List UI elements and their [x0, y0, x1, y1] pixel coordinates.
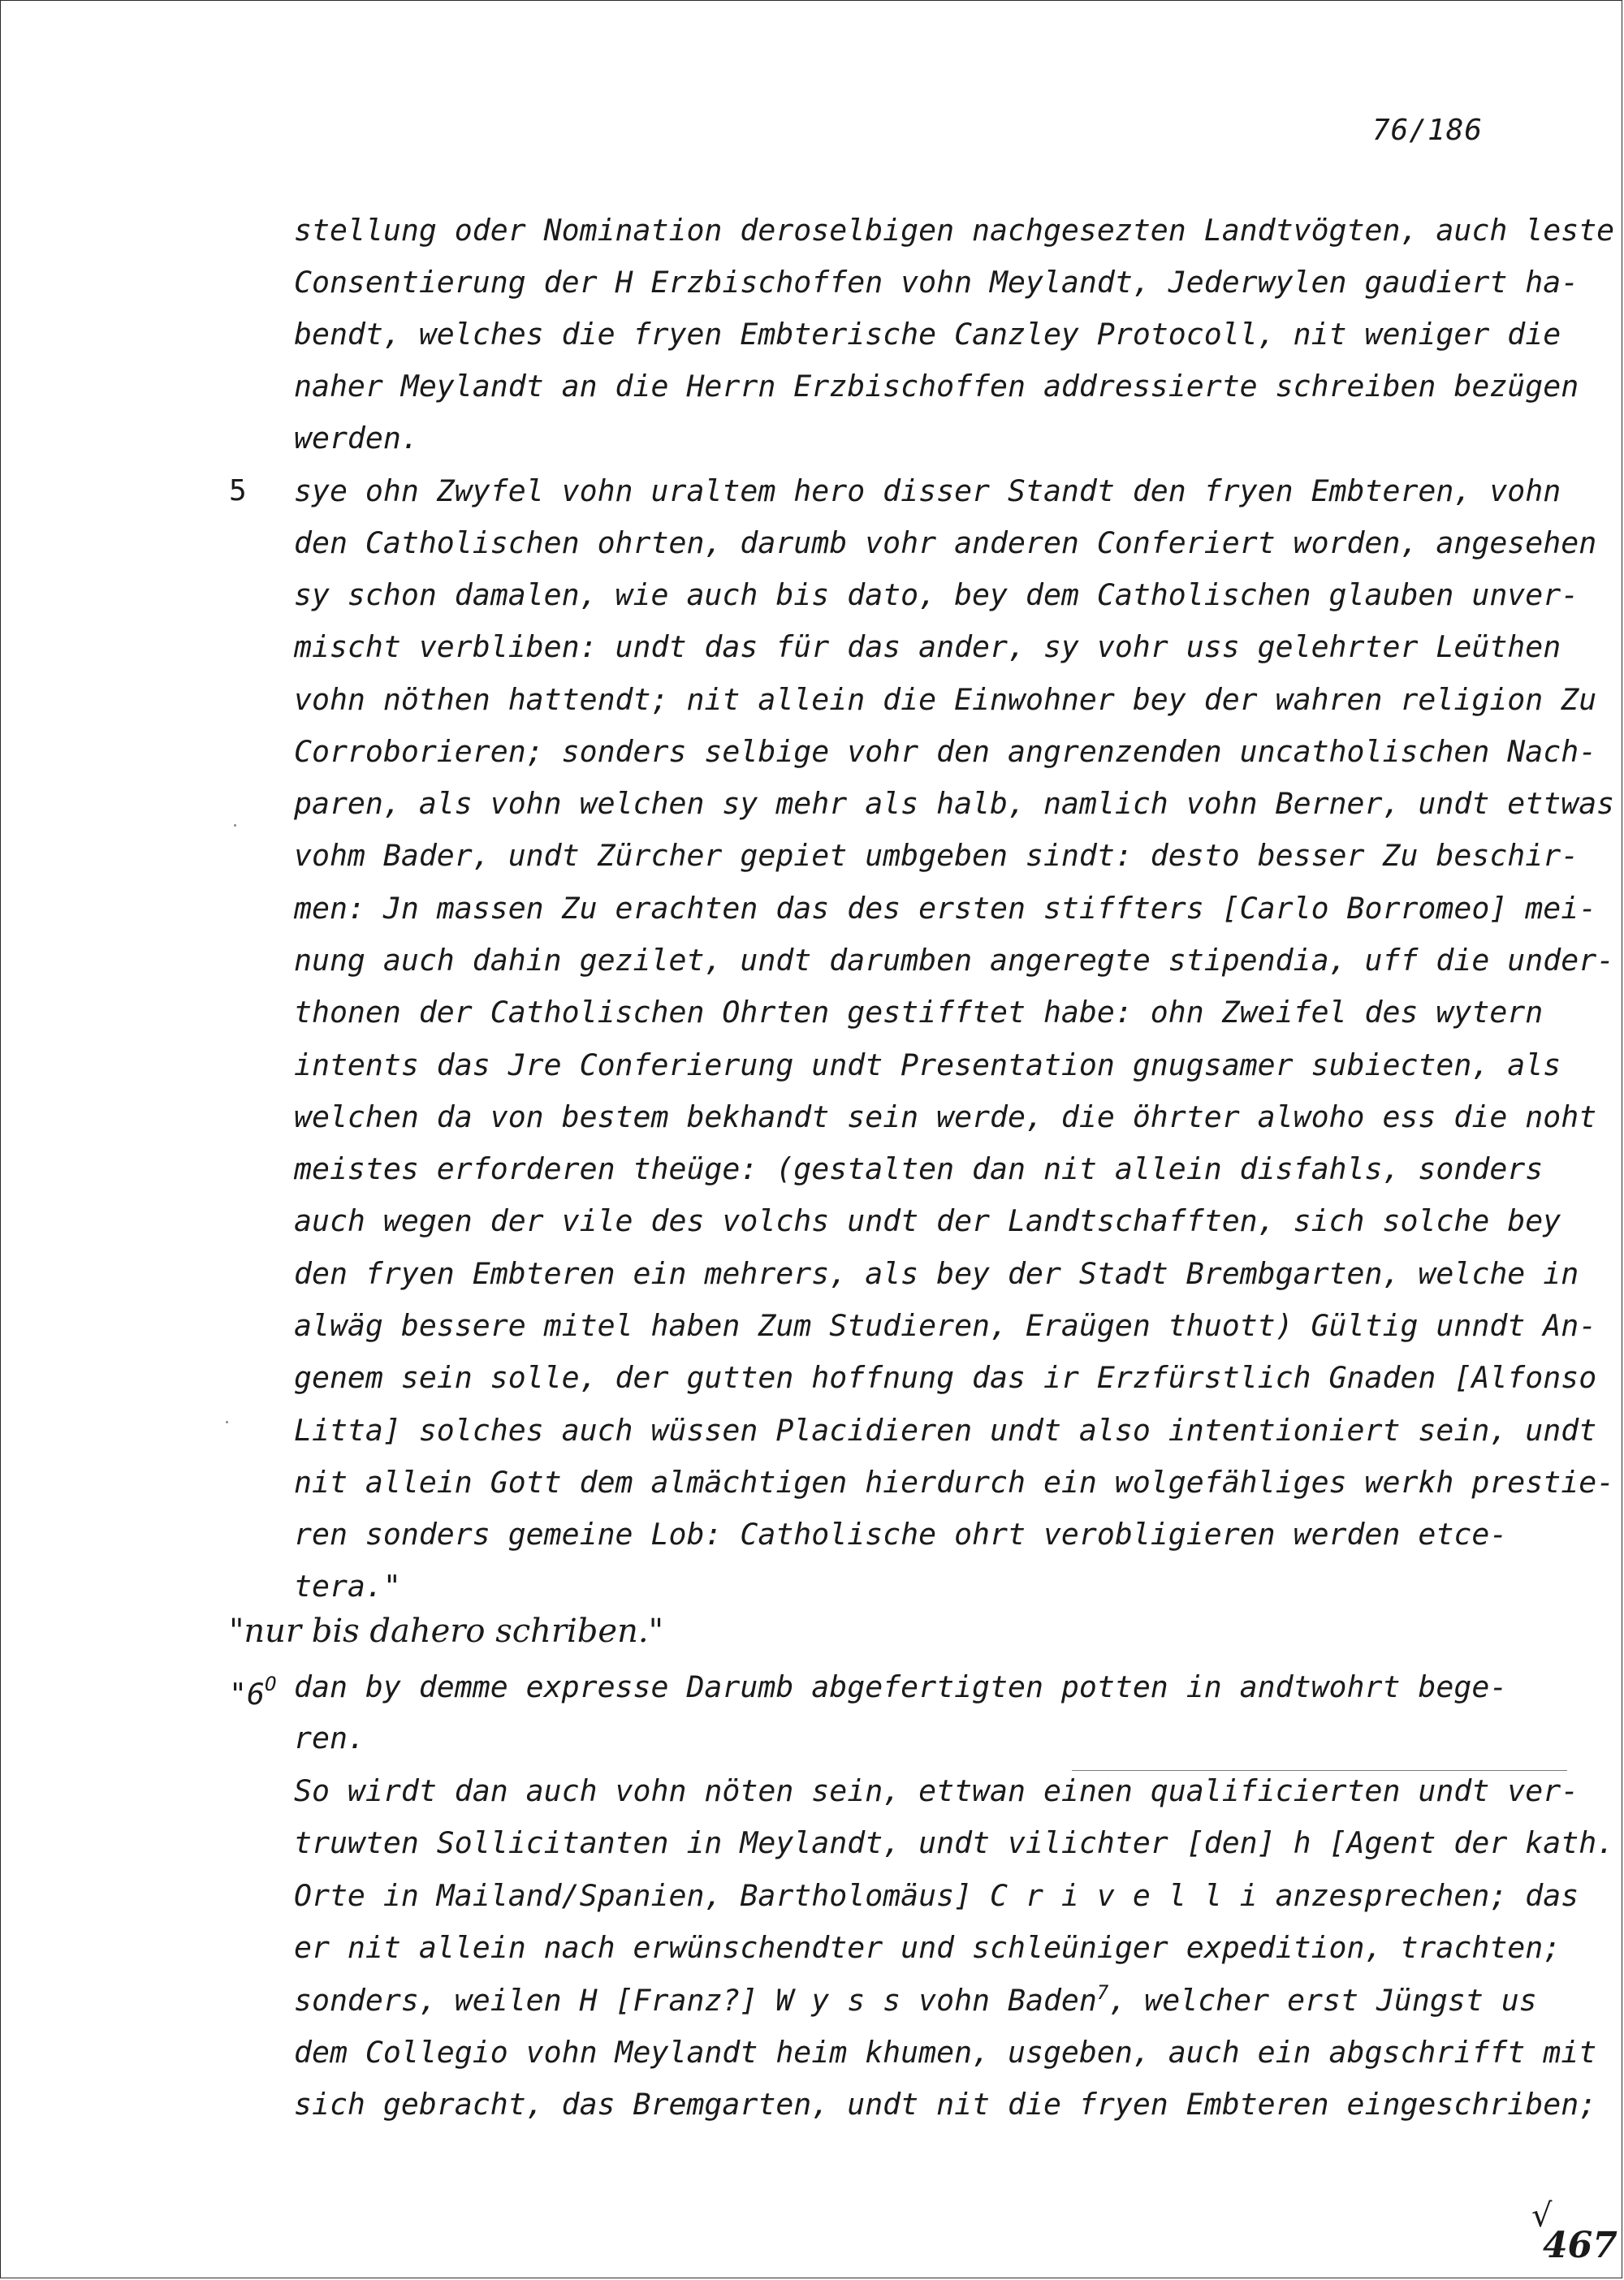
text-line: vohm Bader, undt Zürcher gepiet umbgeben sindt: desto besser Zu beschir- [294, 838, 1579, 873]
text-line: alwäg bessere mitel haben Zum Studieren, Eraügen thuott) Gültig unndt An- [294, 1308, 1597, 1343]
pencil-overline [1072, 1770, 1567, 1771]
text-line: dem Collegio vohn Meylandt heim khumen, usgeben, auch ein abgschrifft mit [294, 2035, 1597, 2070]
text-line: Consentierung der H Erzbischoffen vohn Meylandt, Jederwylen gaudiert ha- [294, 265, 1579, 300]
text-line: nung auch dahin gezilet, undt darumben angeregte stipendia, uff die under- [294, 943, 1615, 978]
text-line: mischt verbliben: undt das für das ander, sy vohr uss gelehrter Leüthen [294, 629, 1561, 664]
text-line: werden. [294, 421, 419, 456]
text-line: sy schon damalen, wie auch bis dato, bey dem Catholischen glauben unver- [294, 577, 1579, 612]
text-line: Litta] solches auch wüssen Placidieren undt also intentioniert sein, undt [294, 1413, 1597, 1448]
text-line: den Catholischen ohrten, darumb vohr anderen Conferiert worden, angesehen [294, 525, 1597, 560]
margin-dot [226, 1421, 228, 1423]
text-line: sich gebracht, das Bremgarten, undt nit die fryen Embteren eingeschriben; [294, 2087, 1597, 2122]
text-line: den fryen Embteren ein mehrers, als bey der Stadt Brembgarten, welche in [294, 1256, 1579, 1291]
text-line: Orte in Mailand/Spanien, Bartholomäus] C r i v e l l i anzesprechen; das [294, 1878, 1579, 1913]
text-line: welchen da von bestem bekhandt sein werde, die öhrter alwoho ess die noht [294, 1099, 1597, 1134]
margin-dot [234, 824, 236, 827]
text-line: er nit allein nach erwünschendter und schleüniger expedition, trachten; [294, 1930, 1561, 1965]
text-line: thonen der Catholischen Ohrten gestifftet habe: ohn Zweifel des wytern [294, 995, 1544, 1030]
text-line: sonders, weilen H [Franz?] W y s s vohn Baden$^7$, welcher erst Jüngst us [294, 1981, 1537, 2018]
text-line: So wirdt dan auch vohn nöten sein, ettwan einen qualificierten undt ver- [294, 1773, 1579, 1808]
text-line: ren sonders gemeine Lob: Catholische ohrt verobligieren werden etce- [294, 1517, 1508, 1552]
text-line: auch wegen der vile des volchs undt der Landtschafften, sich solche bey [294, 1203, 1561, 1238]
text-line: sye ohn Zwyfel vohn uraltem hero disser Standt den fryen Embteren, vohn [294, 473, 1561, 508]
text-line: paren, als vohn welchen sy mehr als halb, namlich vohn Berner, undt ettwas [294, 786, 1615, 821]
text-line: intents das Jre Conferierung undt Presentation gnugsamer subiecten, als [294, 1047, 1561, 1082]
text-line: meistes erforderen theüge: (gestalten dan nit allein disfahls, sonders [294, 1151, 1544, 1186]
text-line: genem sein solle, der gutten hoffnung das ir Erzfürstlich Gnaden [Alfonso [294, 1360, 1597, 1395]
text-line: truwten Sollicitanten in Meylandt, undt vilichter [den] h [Agent der kath. [294, 1825, 1615, 1860]
text-line: tera." [294, 1569, 401, 1604]
text-line: ren. [294, 1721, 365, 1755]
text-line: vohn nöthen hattendt; nit allein die Einwohner bey der wahren religion Zu [294, 682, 1597, 717]
section-number-5: 5 [229, 474, 247, 507]
text-line: nit allein Gott dem almächtigen hierdurch ein wolgefähliges werkh prestie- [294, 1465, 1615, 1500]
page-number: 76/186 [1372, 114, 1484, 147]
section-marker-6: "$6^O$ [229, 1673, 277, 1712]
text-line: Corroborieren; sonders selbige vohr den angrenzenden uncatholischen Nach- [294, 734, 1597, 769]
handwritten-note: "nur bis dahero schriben." [229, 1613, 663, 1650]
text-line: dan by demme expresse Darumb abgefertigten potten in andtwohrt bege- [294, 1669, 1508, 1704]
text-line: naher Meylandt an die Herrn Erzbischoffen addressierte schreiben bezügen [294, 369, 1579, 404]
text-line: stellung oder Nomination deroselbigen nachgesezten Landtvögten, auch leste [294, 213, 1615, 248]
text-line: men: Jn massen Zu erachten das des ersten stiffters [Carlo Borromeo] mei- [294, 891, 1597, 926]
check-mark-icon: √ [1531, 2197, 1553, 2235]
archive-number: 467 [1543, 2225, 1618, 2266]
text-line: bendt, welches die fryen Embterische Canzley Protocoll, nit weniger die [294, 317, 1561, 352]
footnote-marker: 7 [1096, 1981, 1109, 2004]
